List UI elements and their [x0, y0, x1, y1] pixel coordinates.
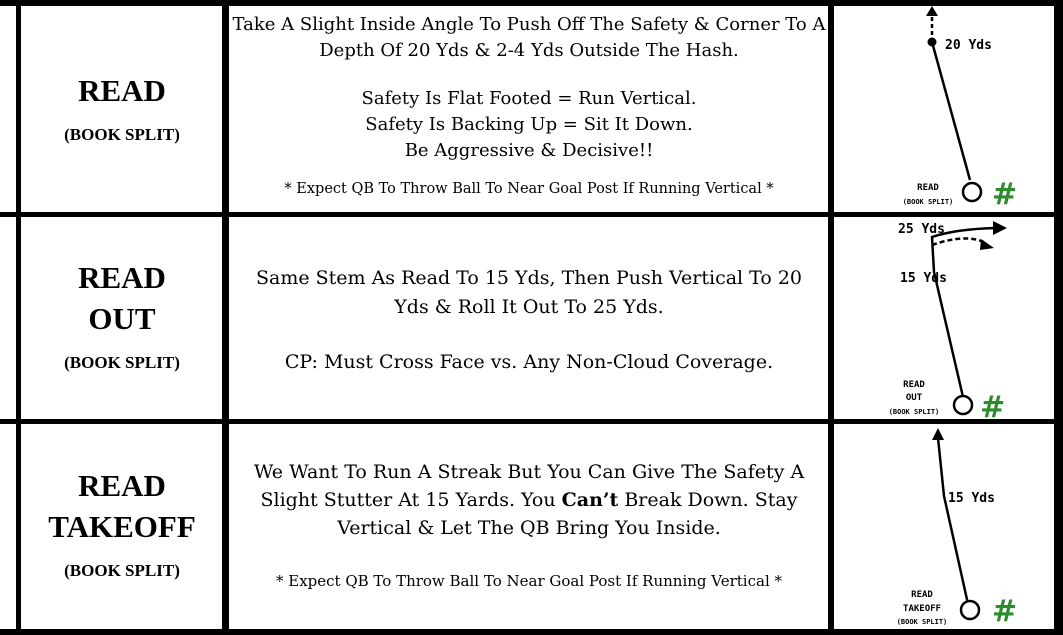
table-left-border — [16, 0, 21, 635]
hash-marker: # — [992, 594, 1018, 629]
player-circle-icon — [963, 183, 981, 201]
route-diagram-read-takeoff — [836, 424, 1054, 629]
arrow-down-right-icon — [980, 239, 994, 250]
hash-marker: # — [980, 390, 1006, 419]
route-name-cell — [22, 257, 222, 373]
route-split-label: (BOOK SPLIT) — [64, 561, 180, 580]
route-name: READ — [78, 468, 166, 503]
description-line: Be Aggressive & Decisive!! — [404, 140, 654, 161]
route-stem-line — [932, 42, 970, 180]
player-circle-icon — [961, 601, 979, 619]
description-line: We Want To Run A Streak But You Can Give The Safety A — [253, 461, 805, 483]
route-name-cell — [22, 70, 222, 145]
player-label: (BOOK SPLIT) — [888, 408, 940, 416]
description-line: Depth Of 20 Yds & 2-4 Yds Outside The Hash. — [319, 40, 739, 61]
route-name: TAKEOFF — [48, 509, 196, 544]
break-point-dot — [928, 38, 937, 47]
player-label: READ — [911, 590, 933, 600]
description-line: Safety Is Flat Footed = Run Vertical. — [361, 88, 697, 109]
arrow-up-icon — [932, 428, 944, 440]
route-stem-line — [938, 438, 968, 604]
table-bottom-border — [0, 629, 1063, 635]
depth-label: 15 Yds — [948, 491, 995, 506]
player-label: READ — [917, 183, 939, 193]
description-line: Yds & Roll It Out To 25 Yds. — [394, 296, 664, 318]
depth-label: 20 Yds — [945, 38, 992, 53]
description-line: CP: Must Cross Face vs. Any Non-Cloud Coverage. — [284, 351, 774, 373]
coaching-note: * Expect QB To Throw Ball To Near Goal Post If Running Vertical * — [275, 572, 783, 590]
description-line — [230, 486, 828, 514]
player-label: TAKEOFF — [903, 604, 941, 614]
description-line: Vertical & Let The QB Bring You Inside. — [337, 517, 721, 539]
player-label: READ — [903, 380, 925, 390]
depth-label: 25 Yds — [898, 222, 945, 237]
description-line: Take A Slight Inside Angle To Push Off The Safety & Corner To A — [232, 14, 826, 35]
emphasis-text: Can’t — [561, 489, 619, 511]
route-stem-line — [932, 228, 996, 397]
route-description — [230, 12, 828, 202]
route-description — [230, 264, 828, 377]
hash-marker: # — [992, 177, 1018, 212]
player-circle-icon — [954, 396, 972, 414]
description-line: Safety Is Backing Up = Sit It Down. — [365, 114, 693, 135]
route-description — [230, 458, 828, 594]
player-label: OUT — [905, 393, 923, 403]
route-name: READ — [78, 73, 166, 108]
column-divider-2 — [227, 0, 229, 635]
route-name: READ — [78, 260, 166, 295]
route-dashed-option — [932, 238, 986, 245]
description-line: Same Stem As Read To 15 Yds, Then Push Vertical To 20 — [255, 267, 803, 289]
description-text: Slight Stutter At 15 Yards. You — [260, 489, 562, 511]
route-split-label: (BOOK SPLIT) — [64, 353, 180, 372]
table-right-border — [1054, 0, 1063, 635]
player-label: (BOOK SPLIT) — [896, 618, 948, 626]
route-name-cell — [22, 465, 222, 581]
route-diagram-read-out — [836, 217, 1054, 419]
description-text: Break Down. Stay — [618, 489, 798, 511]
route-split-label: (BOOK SPLIT) — [64, 125, 180, 144]
player-label: (BOOK SPLIT) — [902, 198, 954, 206]
column-divider-3 — [828, 0, 834, 635]
arrow-up-icon — [926, 6, 938, 16]
coaching-note: * Expect QB To Throw Ball To Near Goal Post If Running Vertical * — [284, 181, 774, 197]
arrow-right-icon — [993, 221, 1007, 235]
depth-label: 15 Yds — [900, 271, 947, 286]
route-name: OUT — [88, 301, 156, 336]
route-diagram-read — [836, 0, 1054, 212]
